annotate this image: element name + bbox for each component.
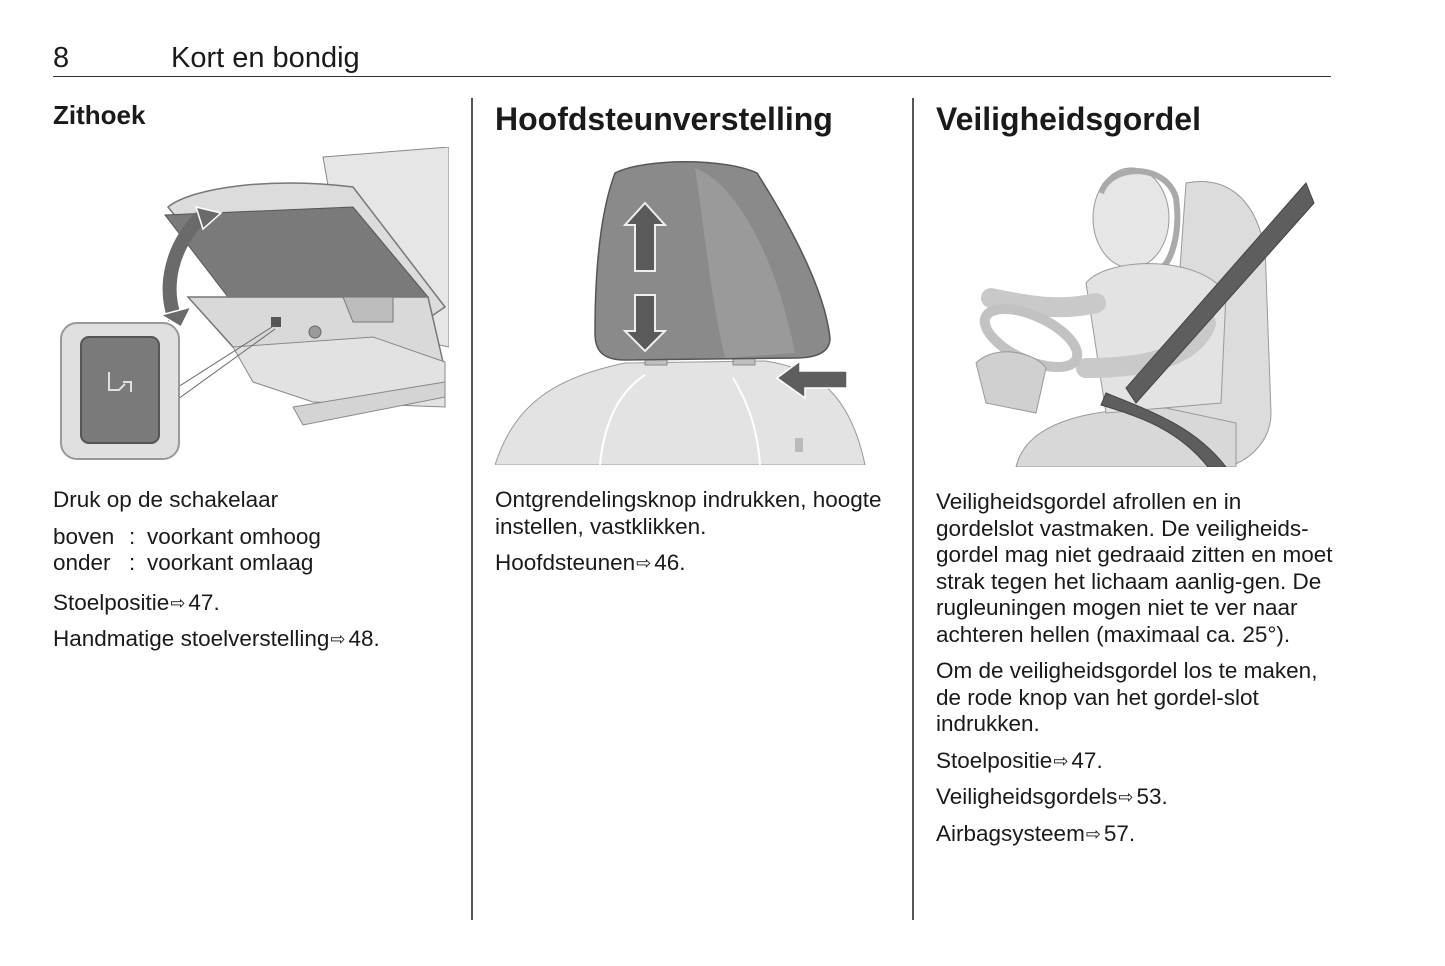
- reference-page: 48.: [348, 626, 380, 651]
- seat-tilt-switch-illustration: [53, 147, 449, 465]
- reference-label: Hoofdsteunen: [495, 550, 636, 575]
- column-divider: [912, 98, 914, 920]
- page-header: [53, 40, 1331, 77]
- reference-page: 47.: [188, 589, 220, 615]
- instruction-text: Ontgrendelingsknop indrukken, hoogte instellen, vastklikken.: [495, 487, 882, 539]
- reference-page: 47.: [1071, 747, 1103, 773]
- reference-label: Airbagsysteem: [936, 820, 1085, 846]
- definition-separator: :: [129, 523, 136, 549]
- column-headrest: [495, 95, 895, 587]
- column-seatbelt: [936, 95, 1336, 857]
- reference-label: Handmatige stoelverstelling: [53, 626, 330, 651]
- definition-description: voorkant omhoog: [147, 523, 321, 549]
- definition-separator: :: [129, 550, 136, 575]
- reference-page: 46.: [654, 550, 686, 575]
- section-title-seatbelt: Veiligheidsgordel: [936, 101, 1201, 137]
- cross-reference[interactable]: [53, 626, 453, 653]
- cross-reference-arrow-icon: ⇨: [330, 629, 346, 649]
- instruction-text: Veiligheidsgordel afrollen en in gordelslot vastmaken. De veiligheids-gordel mag niet gedraaid zitten en moet strak tegen het lichaam aanlig-gen. De rugleuningen mogen niet te ver naar achteren hellen (maximaal ca. 25°).: [936, 489, 1333, 647]
- column-divider: [471, 98, 473, 920]
- instruction-text: Druk op de schakelaar: [53, 487, 279, 512]
- seatbelt-driver-illustration: [936, 153, 1332, 467]
- cross-reference-arrow-icon: ⇨: [170, 592, 186, 613]
- cross-reference[interactable]: [936, 821, 1336, 848]
- cross-reference-arrow-icon: ⇨: [1118, 787, 1134, 807]
- chapter-title: Kort en bondig: [171, 42, 360, 74]
- reference-label: Stoelpositie: [53, 589, 170, 615]
- cross-reference[interactable]: [53, 590, 453, 617]
- cross-reference[interactable]: [495, 550, 895, 577]
- section-title-headrest: Hoofdsteunverstelling: [495, 101, 833, 137]
- cross-reference-arrow-icon: ⇨: [1053, 750, 1069, 771]
- definition-term: boven: [53, 523, 115, 549]
- subheading-zithoek: Zithoek: [53, 100, 146, 130]
- cross-reference[interactable]: [936, 748, 1336, 775]
- page-number: 8: [53, 42, 70, 74]
- definition-row: [53, 524, 453, 551]
- reference-page: 53.: [1136, 784, 1168, 809]
- reference-label: Veiligheidsgordels: [936, 784, 1118, 809]
- definition-term: onder: [53, 550, 111, 575]
- reference-page: 57.: [1103, 820, 1136, 846]
- cross-reference[interactable]: [936, 784, 1336, 811]
- column-seat-tilt: [53, 95, 453, 663]
- definition-row: [53, 550, 453, 577]
- headrest-adjustment-illustration: [495, 153, 887, 465]
- cross-reference-arrow-icon: ⇨: [636, 553, 652, 573]
- instruction-text: Om de veiligheidsgordel los te maken, de rode knop van het gordel-slot indrukken.: [936, 658, 1318, 736]
- definition-description: voorkant omlaag: [147, 550, 314, 575]
- definition-list: [53, 524, 453, 577]
- cross-reference-arrow-icon: ⇨: [1085, 823, 1101, 844]
- reference-label: Stoelpositie: [936, 747, 1053, 773]
